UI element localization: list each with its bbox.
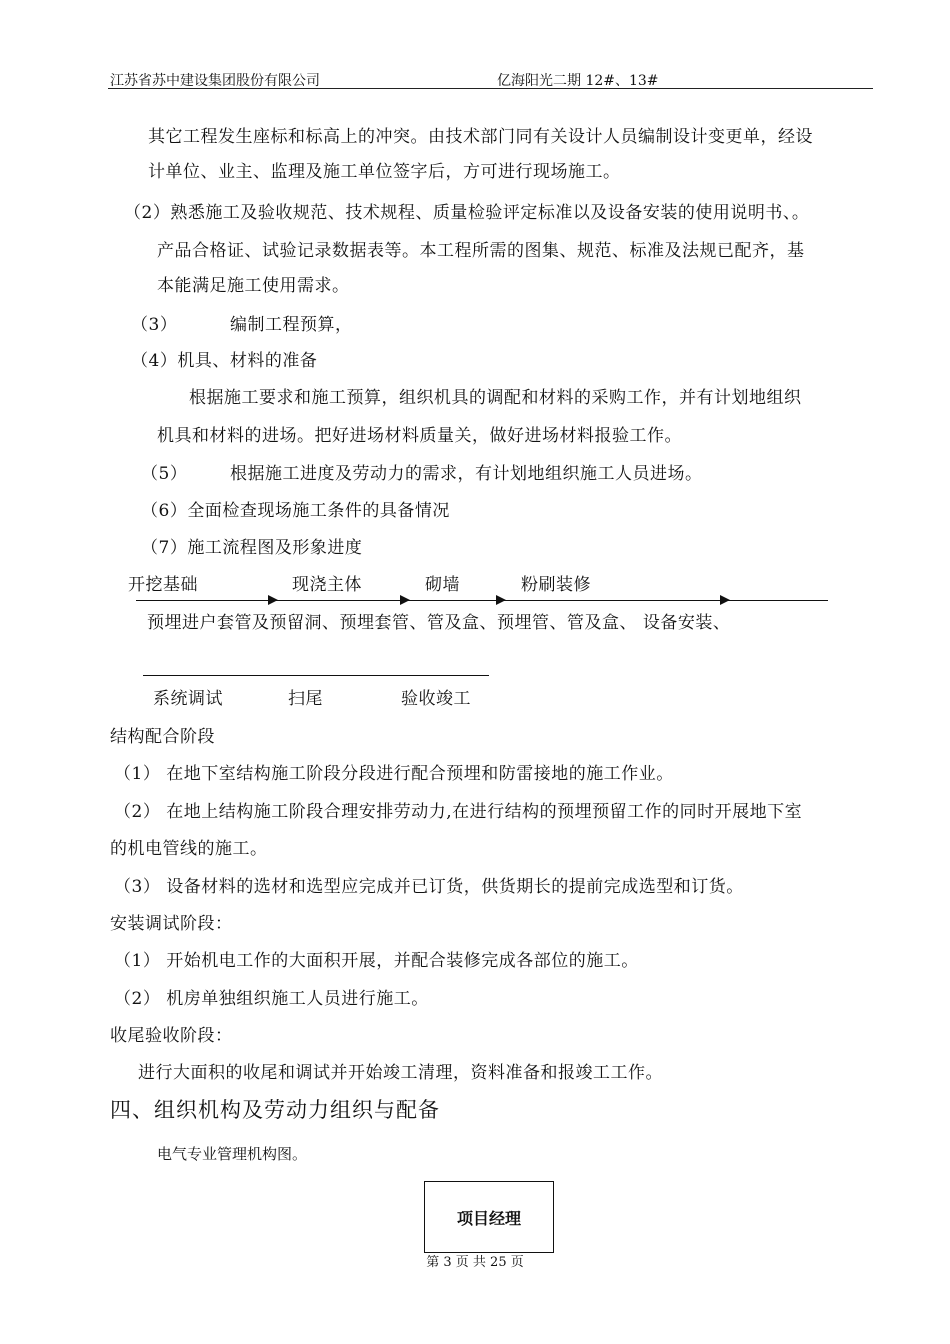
body-line-2: 计单位、业主、监理及施工单位签字后，方可进行现场施工。 [148,162,621,182]
body-line-9: 机具和材料的进场。把好进场材料质量关，做好进场材料报验工作。 [157,426,682,446]
flow-arrow-4 [720,595,730,605]
flow-step-structure: 现浇主体 [292,575,362,595]
org-chart-box-label: 项目经理 [456,1209,521,1228]
body-line-8: 根据施工要求和施工预算，组织机具的调配和材料的采购工作，并有计划地组织 [189,388,802,408]
body-line-5: 本能满足施工使用需求。 [157,276,350,296]
flow-arrow-3 [496,595,506,605]
body-line-4: 产品合格证、试验记录数据表等。本工程所需的图集、规范、标准及法规已配齐，基 [157,241,805,261]
flow-step-cleanup: 扫尾 [288,689,323,709]
org-chart-caption: 电气专业管理机构图。 [157,1145,308,1163]
header-rule [108,88,873,89]
header-project: 亿海阳光二期 12#、13# [497,73,659,89]
item-3-number: （3） [131,315,178,335]
section-4-heading: 四、组织机构及劳动力组织与配备 [110,1098,440,1122]
body-line-3: （2）熟悉施工及验收规范、技术规程、质量检验评定标准以及设备安装的使用说明书、。 [124,203,810,223]
page-number: 第 3 页 共 25 页 [426,1255,524,1270]
stage-1-item-1: （1） 在地下室结构施工阶段分段进行配合预埋和防雷接地的施工作业。 [114,764,674,784]
flow-step-commissioning: 系统调试 [153,689,223,709]
item-5-number: （5） [141,464,188,484]
item-6-heading: （6）全面检查现场施工条件的具备情况 [141,501,450,521]
page-footer [0,1251,950,1270]
flow-arrow-1 [268,595,278,605]
flow-step-foundation: 开挖基础 [128,575,198,595]
flow-step-masonry: 砌墙 [425,575,460,595]
flow-second-line [143,675,489,676]
item-7-heading: （7）施工流程图及形象进度 [141,538,363,558]
stage-2-item-2: （2） 机房单独组织施工人员进行施工。 [114,989,429,1009]
stage-3-item-1: 进行大面积的收尾和调试并开始竣工清理，资料准备和报竣工工作。 [138,1063,663,1083]
stage-2-item-1: （1） 开始机电工作的大面积开展，并配合装修完成各部位的施工。 [114,951,639,971]
stage-1-item-3: （3） 设备材料的选材和选型应完成并已订货，供货期长的提前完成选型和订货。 [114,877,744,897]
stage-1-item-2-cont: 的机电管线的施工。 [110,839,268,859]
header-company: 江苏省苏中建设集团股份有限公司 [110,73,320,89]
flow-embedded-works: 预埋进户套管及预留洞、预埋套管、管及盒、预埋管、管及盒、 设备安装、 [147,613,731,633]
body-line-1: 其它工程发生座标和标高上的冲突。由技术部门同有关设计人员编制设计变更单，经设 [148,127,813,147]
item-4-heading: （4）机具、材料的准备 [131,351,318,371]
item-3-text: 编制工程预算， [230,315,353,335]
item-5-text: 根据施工进度及劳动力的需求，有计划地组织施工人员进场。 [230,464,703,484]
stage-1-title: 结构配合阶段 [110,727,215,747]
flow-step-acceptance: 验收竣工 [401,689,471,709]
stage-2-title: 安装调试阶段： [110,914,233,934]
stage-3-title: 收尾验收阶段： [110,1026,233,1046]
flow-arrow-2 [400,595,410,605]
stage-1-item-2: （2） 在地上结构施工阶段合理安排劳动力,在进行结构的预埋预留工作的同时开展地下室 [114,802,803,822]
flow-step-plaster: 粉刷装修 [521,575,591,595]
org-chart-box-project-manager [424,1181,554,1253]
